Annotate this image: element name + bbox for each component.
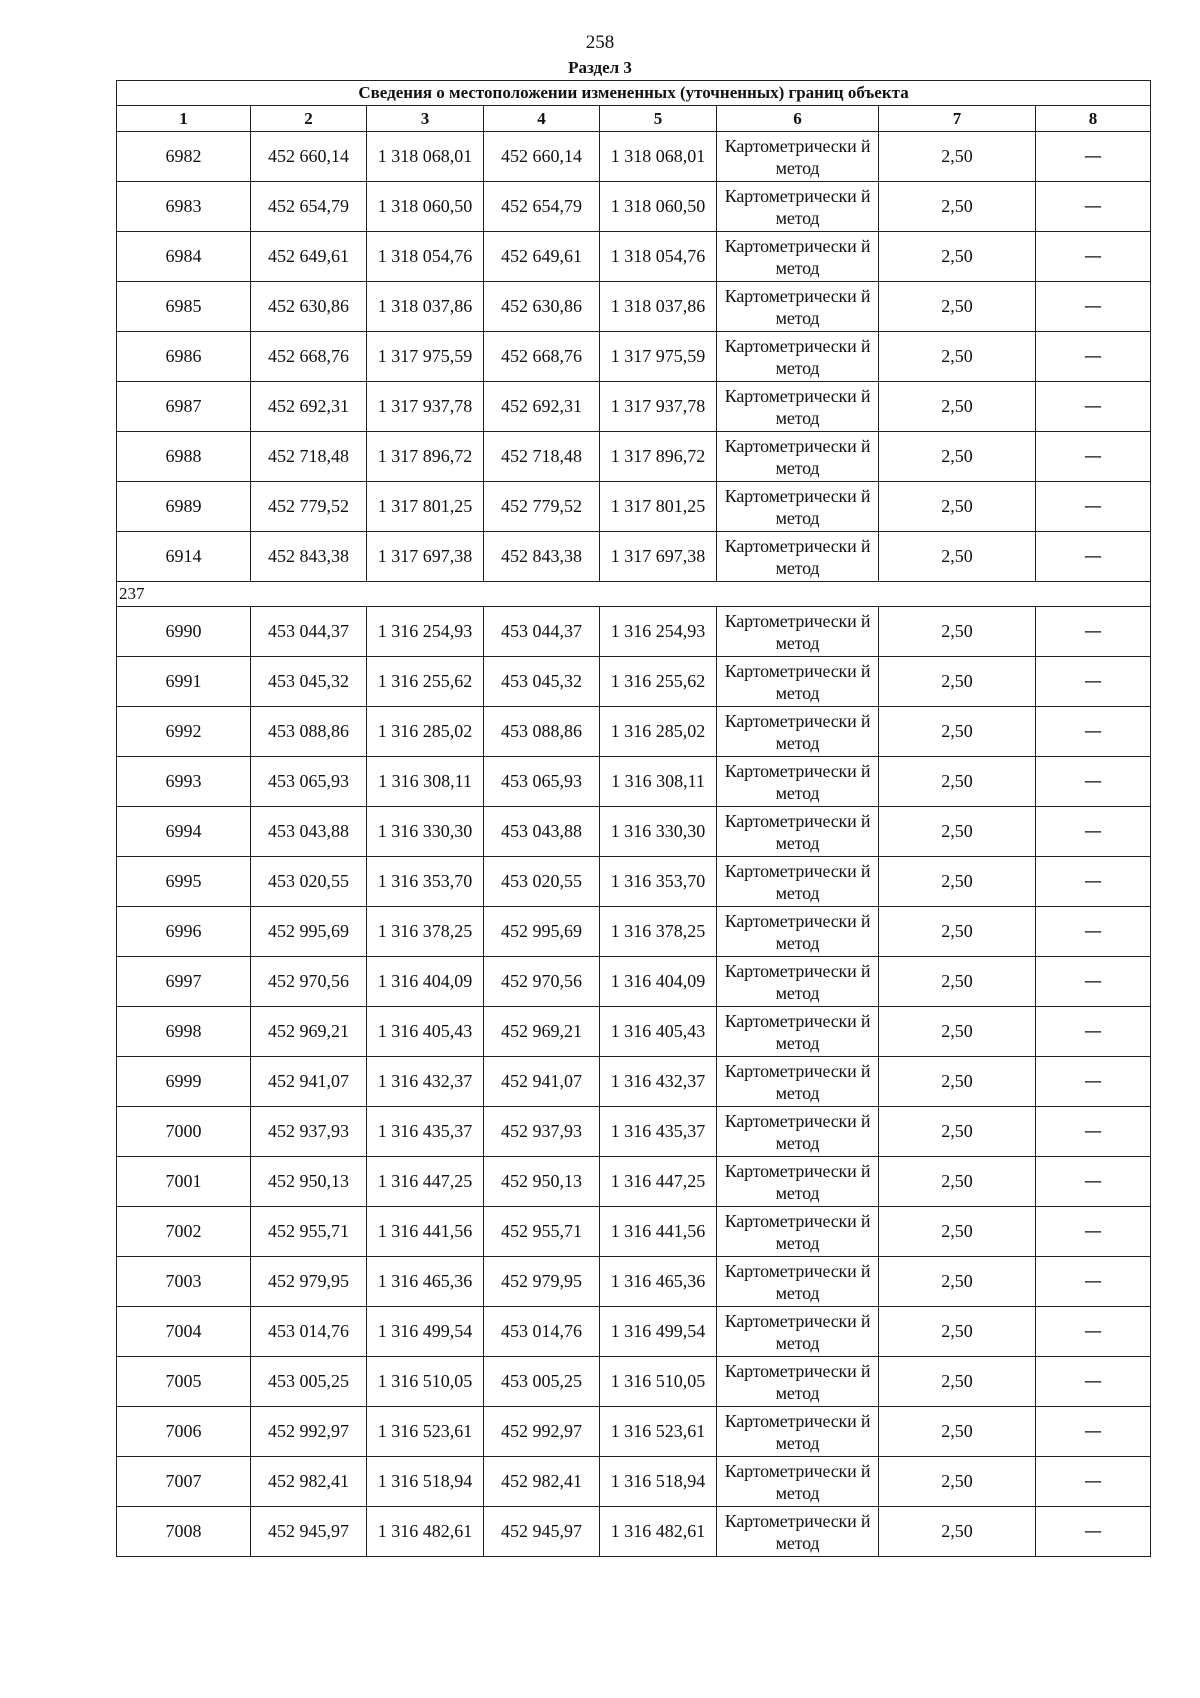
y-coordinate-new-cell: 1 318 060,50 <box>600 182 717 232</box>
column-number-7: 7 <box>879 106 1036 132</box>
description-cell: — <box>1036 132 1151 182</box>
accuracy-cell: 2,50 <box>879 432 1036 482</box>
x-coordinate-new-cell: 452 937,93 <box>484 1107 600 1157</box>
x-coordinate-new-cell: 452 950,13 <box>484 1157 600 1207</box>
point-number-cell: 6985 <box>117 282 251 332</box>
accuracy-cell: 2,50 <box>879 382 1036 432</box>
y-coordinate-new-cell: 1 316 285,02 <box>600 707 717 757</box>
table-row <box>117 1457 1151 1507</box>
description-cell: — <box>1036 382 1151 432</box>
x-coordinate-old-cell: 452 969,21 <box>251 1007 367 1057</box>
x-coordinate-new-cell: 452 630,86 <box>484 282 600 332</box>
description-cell: — <box>1036 607 1151 657</box>
accuracy-cell: 2,50 <box>879 1057 1036 1107</box>
point-number-cell: 6914 <box>117 532 251 582</box>
x-coordinate-old-cell: 452 649,61 <box>251 232 367 282</box>
point-number-cell: 6994 <box>117 807 251 857</box>
contour-row <box>117 582 1151 607</box>
point-number-cell: 6992 <box>117 707 251 757</box>
table-row <box>117 282 1151 332</box>
table-row <box>117 807 1151 857</box>
y-coordinate-old-cell: 1 316 405,43 <box>367 1007 484 1057</box>
method-cell: Картометрически й метод <box>717 132 879 182</box>
method-cell: Картометрически й метод <box>717 1107 879 1157</box>
x-coordinate-old-cell: 453 045,32 <box>251 657 367 707</box>
table-row <box>117 1057 1151 1107</box>
x-coordinate-old-cell: 452 937,93 <box>251 1107 367 1157</box>
y-coordinate-old-cell: 1 316 353,70 <box>367 857 484 907</box>
y-coordinate-new-cell: 1 316 482,61 <box>600 1507 717 1557</box>
y-coordinate-new-cell: 1 317 975,59 <box>600 332 717 382</box>
y-coordinate-old-cell: 1 317 975,59 <box>367 332 484 382</box>
x-coordinate-new-cell: 452 779,52 <box>484 482 600 532</box>
point-number-cell: 6988 <box>117 432 251 482</box>
table-row <box>117 382 1151 432</box>
x-coordinate-old-cell: 452 941,07 <box>251 1057 367 1107</box>
table-row <box>117 332 1151 382</box>
accuracy-cell: 2,50 <box>879 1357 1036 1407</box>
point-number-cell: 6991 <box>117 657 251 707</box>
table-row <box>117 482 1151 532</box>
description-cell: — <box>1036 957 1151 1007</box>
x-coordinate-old-cell: 452 843,38 <box>251 532 367 582</box>
x-coordinate-new-cell: 452 982,41 <box>484 1457 600 1507</box>
method-cell: Картометрически й метод <box>717 332 879 382</box>
point-number-cell: 6997 <box>117 957 251 1007</box>
x-coordinate-new-cell: 452 955,71 <box>484 1207 600 1257</box>
x-coordinate-new-cell: 453 088,86 <box>484 707 600 757</box>
table-row <box>117 1357 1151 1407</box>
y-coordinate-old-cell: 1 316 255,62 <box>367 657 484 707</box>
y-coordinate-new-cell: 1 316 465,36 <box>600 1257 717 1307</box>
method-cell: Картометрически й метод <box>717 757 879 807</box>
description-cell: — <box>1036 232 1151 282</box>
point-number-cell: 6987 <box>117 382 251 432</box>
x-coordinate-old-cell: 452 779,52 <box>251 482 367 532</box>
y-coordinate-old-cell: 1 318 037,86 <box>367 282 484 332</box>
description-cell: — <box>1036 657 1151 707</box>
x-coordinate-new-cell: 453 043,88 <box>484 807 600 857</box>
table-row <box>117 182 1151 232</box>
point-number-cell: 6982 <box>117 132 251 182</box>
point-number-cell: 6990 <box>117 607 251 657</box>
point-number-cell: 6983 <box>117 182 251 232</box>
description-cell: — <box>1036 1107 1151 1157</box>
method-cell: Картометрически й метод <box>717 657 879 707</box>
y-coordinate-old-cell: 1 316 435,37 <box>367 1107 484 1157</box>
column-number-row <box>117 106 1151 132</box>
y-coordinate-new-cell: 1 316 254,93 <box>600 607 717 657</box>
table-row <box>117 532 1151 582</box>
table-row <box>117 1257 1151 1307</box>
accuracy-cell: 2,50 <box>879 1157 1036 1207</box>
y-coordinate-new-cell: 1 317 697,38 <box>600 532 717 582</box>
x-coordinate-old-cell: 453 043,88 <box>251 807 367 857</box>
table-row <box>117 232 1151 282</box>
method-cell: Картометрически й метод <box>717 532 879 582</box>
boundary-coordinates-table <box>116 80 1151 1557</box>
description-cell: — <box>1036 1457 1151 1507</box>
method-cell: Картометрически й метод <box>717 1057 879 1107</box>
method-cell: Картометрически й метод <box>717 1507 879 1557</box>
y-coordinate-new-cell: 1 316 308,11 <box>600 757 717 807</box>
description-cell: — <box>1036 1257 1151 1307</box>
y-coordinate-old-cell: 1 317 801,25 <box>367 482 484 532</box>
accuracy-cell: 2,50 <box>879 807 1036 857</box>
description-cell: — <box>1036 532 1151 582</box>
y-coordinate-new-cell: 1 316 432,37 <box>600 1057 717 1107</box>
x-coordinate-old-cell: 452 654,79 <box>251 182 367 232</box>
point-number-cell: 6996 <box>117 907 251 957</box>
x-coordinate-old-cell: 452 692,31 <box>251 382 367 432</box>
y-coordinate-new-cell: 1 316 447,25 <box>600 1157 717 1207</box>
point-number-cell: 6986 <box>117 332 251 382</box>
y-coordinate-new-cell: 1 318 037,86 <box>600 282 717 332</box>
method-cell: Картометрически й метод <box>717 957 879 1007</box>
method-cell: Картометрически й метод <box>717 1457 879 1507</box>
point-number-cell: 6984 <box>117 232 251 282</box>
description-cell: — <box>1036 1407 1151 1457</box>
y-coordinate-new-cell: 1 317 937,78 <box>600 382 717 432</box>
method-cell: Картометрически й метод <box>717 1207 879 1257</box>
method-cell: Картометрически й метод <box>717 707 879 757</box>
method-cell: Картометрически й метод <box>717 482 879 532</box>
column-number-1: 1 <box>117 106 251 132</box>
point-number-cell: 7007 <box>117 1457 251 1507</box>
x-coordinate-old-cell: 452 970,56 <box>251 957 367 1007</box>
y-coordinate-new-cell: 1 316 330,30 <box>600 807 717 857</box>
table-row <box>117 1107 1151 1157</box>
column-number-8: 8 <box>1036 106 1151 132</box>
x-coordinate-new-cell: 452 718,48 <box>484 432 600 482</box>
x-coordinate-old-cell: 452 979,95 <box>251 1257 367 1307</box>
accuracy-cell: 2,50 <box>879 757 1036 807</box>
description-cell: — <box>1036 1357 1151 1407</box>
point-number-cell: 6989 <box>117 482 251 532</box>
method-cell: Картометрически й метод <box>717 1007 879 1057</box>
y-coordinate-old-cell: 1 316 330,30 <box>367 807 484 857</box>
table-row <box>117 957 1151 1007</box>
method-cell: Картометрически й метод <box>717 1307 879 1357</box>
accuracy-cell: 2,50 <box>879 657 1036 707</box>
accuracy-cell: 2,50 <box>879 132 1036 182</box>
table-row <box>117 857 1151 907</box>
y-coordinate-old-cell: 1 318 054,76 <box>367 232 484 282</box>
x-coordinate-new-cell: 452 692,31 <box>484 382 600 432</box>
x-coordinate-new-cell: 452 979,95 <box>484 1257 600 1307</box>
column-number-4: 4 <box>484 106 600 132</box>
y-coordinate-old-cell: 1 316 285,02 <box>367 707 484 757</box>
method-cell: Картометрически й метод <box>717 1157 879 1207</box>
x-coordinate-new-cell: 452 970,56 <box>484 957 600 1007</box>
description-cell: — <box>1036 1007 1151 1057</box>
x-coordinate-old-cell: 452 668,76 <box>251 332 367 382</box>
x-coordinate-new-cell: 453 020,55 <box>484 857 600 907</box>
accuracy-cell: 2,50 <box>879 532 1036 582</box>
table-row <box>117 1007 1151 1057</box>
method-cell: Картометрически й метод <box>717 807 879 857</box>
y-coordinate-new-cell: 1 316 255,62 <box>600 657 717 707</box>
y-coordinate-new-cell: 1 316 405,43 <box>600 1007 717 1057</box>
method-cell: Картометрически й метод <box>717 907 879 957</box>
y-coordinate-new-cell: 1 318 054,76 <box>600 232 717 282</box>
point-number-cell: 6999 <box>117 1057 251 1107</box>
column-number-2: 2 <box>251 106 367 132</box>
method-cell: Картометрически й метод <box>717 1407 879 1457</box>
y-coordinate-old-cell: 1 316 254,93 <box>367 607 484 657</box>
table-caption: Сведения о местоположении измененных (уточненных) границ объекта <box>117 81 1151 106</box>
y-coordinate-new-cell: 1 316 378,25 <box>600 907 717 957</box>
y-coordinate-old-cell: 1 316 482,61 <box>367 1507 484 1557</box>
description-cell: — <box>1036 182 1151 232</box>
x-coordinate-old-cell: 453 065,93 <box>251 757 367 807</box>
x-coordinate-new-cell: 453 044,37 <box>484 607 600 657</box>
x-coordinate-old-cell: 453 044,37 <box>251 607 367 657</box>
x-coordinate-new-cell: 452 941,07 <box>484 1057 600 1107</box>
accuracy-cell: 2,50 <box>879 182 1036 232</box>
page-number: 258 <box>585 32 615 53</box>
x-coordinate-new-cell: 453 045,32 <box>484 657 600 707</box>
accuracy-cell: 2,50 <box>879 1457 1036 1507</box>
description-cell: — <box>1036 482 1151 532</box>
y-coordinate-old-cell: 1 318 060,50 <box>367 182 484 232</box>
y-coordinate-new-cell: 1 316 441,56 <box>600 1207 717 1257</box>
y-coordinate-old-cell: 1 317 896,72 <box>367 432 484 482</box>
y-coordinate-old-cell: 1 316 378,25 <box>367 907 484 957</box>
table-row <box>117 707 1151 757</box>
x-coordinate-new-cell: 453 005,25 <box>484 1357 600 1407</box>
accuracy-cell: 2,50 <box>879 482 1036 532</box>
accuracy-cell: 2,50 <box>879 1307 1036 1357</box>
x-coordinate-old-cell: 452 718,48 <box>251 432 367 482</box>
y-coordinate-old-cell: 1 318 068,01 <box>367 132 484 182</box>
accuracy-cell: 2,50 <box>879 607 1036 657</box>
x-coordinate-old-cell: 452 992,97 <box>251 1407 367 1457</box>
method-cell: Картометрически й метод <box>717 607 879 657</box>
accuracy-cell: 2,50 <box>879 282 1036 332</box>
y-coordinate-old-cell: 1 316 518,94 <box>367 1457 484 1507</box>
column-number-3: 3 <box>367 106 484 132</box>
section-title: Раздел 3 <box>568 58 632 77</box>
description-cell: — <box>1036 857 1151 907</box>
x-coordinate-old-cell: 452 660,14 <box>251 132 367 182</box>
y-coordinate-old-cell: 1 316 499,54 <box>367 1307 484 1357</box>
method-cell: Картометрически й метод <box>717 182 879 232</box>
x-coordinate-old-cell: 452 945,97 <box>251 1507 367 1557</box>
y-coordinate-new-cell: 1 316 404,09 <box>600 957 717 1007</box>
point-number-cell: 7001 <box>117 1157 251 1207</box>
description-cell: — <box>1036 907 1151 957</box>
x-coordinate-old-cell: 453 005,25 <box>251 1357 367 1407</box>
method-cell: Картометрически й метод <box>717 282 879 332</box>
x-coordinate-new-cell: 452 843,38 <box>484 532 600 582</box>
point-number-cell: 7004 <box>117 1307 251 1357</box>
description-cell: — <box>1036 332 1151 382</box>
point-number-cell: 7003 <box>117 1257 251 1307</box>
y-coordinate-old-cell: 1 316 447,25 <box>367 1157 484 1207</box>
accuracy-cell: 2,50 <box>879 1207 1036 1257</box>
point-number-cell: 7008 <box>117 1507 251 1557</box>
table-row <box>117 757 1151 807</box>
table-row <box>117 1407 1151 1457</box>
y-coordinate-old-cell: 1 316 441,56 <box>367 1207 484 1257</box>
x-coordinate-new-cell: 452 660,14 <box>484 132 600 182</box>
y-coordinate-old-cell: 1 317 697,38 <box>367 532 484 582</box>
table-row <box>117 607 1151 657</box>
x-coordinate-old-cell: 452 982,41 <box>251 1457 367 1507</box>
table-row <box>117 1157 1151 1207</box>
point-number-cell: 7000 <box>117 1107 251 1157</box>
method-cell: Картометрически й метод <box>717 857 879 907</box>
method-cell: Картометрически й метод <box>717 1257 879 1307</box>
contour-number: 237 <box>117 582 1151 607</box>
accuracy-cell: 2,50 <box>879 1007 1036 1057</box>
x-coordinate-old-cell: 453 014,76 <box>251 1307 367 1357</box>
method-cell: Картометрически й метод <box>717 1357 879 1407</box>
point-number-cell: 7006 <box>117 1407 251 1457</box>
accuracy-cell: 2,50 <box>879 907 1036 957</box>
x-coordinate-old-cell: 452 955,71 <box>251 1207 367 1257</box>
description-cell: — <box>1036 707 1151 757</box>
x-coordinate-old-cell: 453 020,55 <box>251 857 367 907</box>
y-coordinate-new-cell: 1 317 896,72 <box>600 432 717 482</box>
x-coordinate-new-cell: 452 995,69 <box>484 907 600 957</box>
point-number-cell: 6993 <box>117 757 251 807</box>
table-row <box>117 657 1151 707</box>
x-coordinate-new-cell: 452 945,97 <box>484 1507 600 1557</box>
y-coordinate-new-cell: 1 316 499,54 <box>600 1307 717 1357</box>
description-cell: — <box>1036 432 1151 482</box>
table-row <box>117 132 1151 182</box>
y-coordinate-new-cell: 1 316 518,94 <box>600 1457 717 1507</box>
x-coordinate-old-cell: 453 088,86 <box>251 707 367 757</box>
y-coordinate-old-cell: 1 316 404,09 <box>367 957 484 1007</box>
table-row <box>117 432 1151 482</box>
description-cell: — <box>1036 807 1151 857</box>
x-coordinate-new-cell: 452 969,21 <box>484 1007 600 1057</box>
accuracy-cell: 2,50 <box>879 707 1036 757</box>
column-number-5: 5 <box>600 106 717 132</box>
table-body <box>117 132 1151 1557</box>
y-coordinate-old-cell: 1 316 510,05 <box>367 1357 484 1407</box>
y-coordinate-new-cell: 1 317 801,25 <box>600 482 717 532</box>
x-coordinate-new-cell: 452 649,61 <box>484 232 600 282</box>
description-cell: — <box>1036 1157 1151 1207</box>
accuracy-cell: 2,50 <box>879 1507 1036 1557</box>
description-cell: — <box>1036 1207 1151 1257</box>
x-coordinate-old-cell: 452 630,86 <box>251 282 367 332</box>
y-coordinate-old-cell: 1 316 308,11 <box>367 757 484 807</box>
y-coordinate-new-cell: 1 316 435,37 <box>600 1107 717 1157</box>
point-number-cell: 7005 <box>117 1357 251 1407</box>
description-cell: — <box>1036 1057 1151 1107</box>
y-coordinate-new-cell: 1 316 510,05 <box>600 1357 717 1407</box>
accuracy-cell: 2,50 <box>879 857 1036 907</box>
point-number-cell: 6998 <box>117 1007 251 1057</box>
x-coordinate-new-cell: 452 668,76 <box>484 332 600 382</box>
accuracy-cell: 2,50 <box>879 232 1036 282</box>
method-cell: Картометрически й метод <box>717 432 879 482</box>
x-coordinate-new-cell: 452 654,79 <box>484 182 600 232</box>
y-coordinate-old-cell: 1 316 432,37 <box>367 1057 484 1107</box>
y-coordinate-new-cell: 1 316 523,61 <box>600 1407 717 1457</box>
column-number-6: 6 <box>717 106 879 132</box>
point-number-cell: 6995 <box>117 857 251 907</box>
accuracy-cell: 2,50 <box>879 957 1036 1007</box>
y-coordinate-old-cell: 1 317 937,78 <box>367 382 484 432</box>
description-cell: — <box>1036 757 1151 807</box>
method-cell: Картометрически й метод <box>717 232 879 282</box>
y-coordinate-old-cell: 1 316 523,61 <box>367 1407 484 1457</box>
method-cell: Картометрически й метод <box>717 382 879 432</box>
table-row <box>117 907 1151 957</box>
description-cell: — <box>1036 1307 1151 1357</box>
table-row <box>117 1207 1151 1257</box>
y-coordinate-new-cell: 1 316 353,70 <box>600 857 717 907</box>
table-row <box>117 1307 1151 1357</box>
description-cell: — <box>1036 282 1151 332</box>
y-coordinate-old-cell: 1 316 465,36 <box>367 1257 484 1307</box>
accuracy-cell: 2,50 <box>879 1407 1036 1457</box>
y-coordinate-new-cell: 1 318 068,01 <box>600 132 717 182</box>
accuracy-cell: 2,50 <box>879 332 1036 382</box>
x-coordinate-new-cell: 453 014,76 <box>484 1307 600 1357</box>
accuracy-cell: 2,50 <box>879 1107 1036 1157</box>
x-coordinate-new-cell: 453 065,93 <box>484 757 600 807</box>
x-coordinate-old-cell: 452 995,69 <box>251 907 367 957</box>
x-coordinate-new-cell: 452 992,97 <box>484 1407 600 1457</box>
point-number-cell: 7002 <box>117 1207 251 1257</box>
x-coordinate-old-cell: 452 950,13 <box>251 1157 367 1207</box>
table-row <box>117 1507 1151 1557</box>
description-cell: — <box>1036 1507 1151 1557</box>
accuracy-cell: 2,50 <box>879 1257 1036 1307</box>
